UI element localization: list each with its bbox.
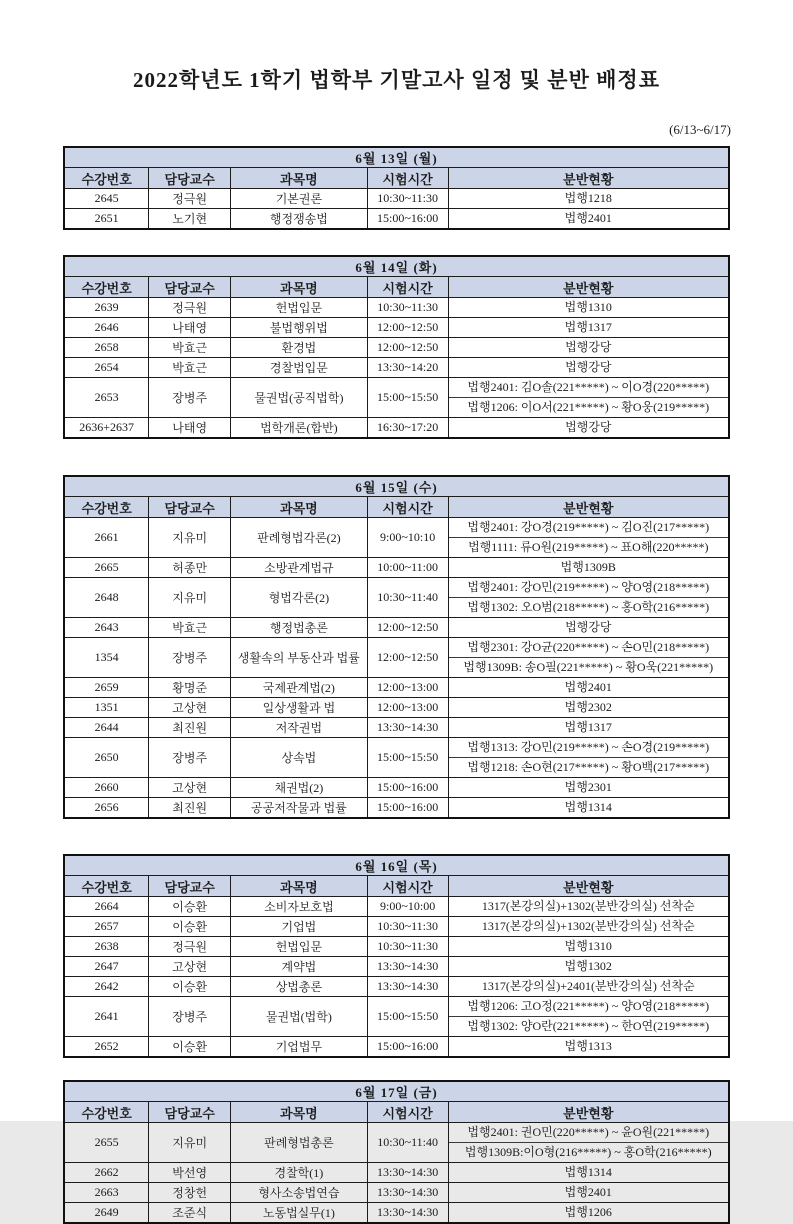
professor-cell: 박효근	[149, 618, 231, 638]
course-name-cell: 헌법입문	[231, 298, 368, 318]
assignment-line: 법행1317	[564, 720, 612, 734]
exam-time-cell: 13:30~14:30	[367, 1163, 448, 1183]
assignment-cell	[448, 1163, 729, 1183]
course-name-cell: 물권법(공직법학)	[231, 378, 368, 418]
assignment-cell	[448, 1203, 729, 1224]
assignment-line: 법행1313: 강O민(219*****) ~ 손O경(219*****)	[467, 740, 710, 754]
assignment-line: 법행강당	[565, 420, 612, 434]
assignment-line: 법행1206: 고O정(221*****) ~ 양O영(218*****)	[467, 999, 710, 1013]
course-id-cell: 2660	[64, 778, 149, 798]
exam-time-cell: 9:00~10:10	[367, 518, 448, 558]
course-name-cell: 상법총론	[231, 977, 368, 997]
assignment-line: 법행1218: 손O현(217*****) ~ 황O백(217*****)	[449, 757, 728, 777]
assignment-cell	[448, 997, 729, 1037]
course-name-cell: 소비자보호법	[231, 897, 368, 917]
table-row	[64, 318, 729, 338]
column-header: 과목명	[231, 497, 368, 518]
table-row	[64, 778, 729, 798]
course-name-cell: 기업법무	[231, 1037, 368, 1058]
course-name-cell: 저작권법	[231, 718, 368, 738]
column-header: 시험시간	[367, 497, 448, 518]
assignment-line: 법행강당	[565, 360, 612, 374]
course-name-cell: 물권법(법학)	[231, 997, 368, 1037]
course-name-cell: 행정법총론	[231, 618, 368, 638]
column-header: 수강번호	[64, 1102, 149, 1123]
professor-cell: 박선영	[149, 1163, 231, 1183]
course-id-cell: 2654	[64, 358, 149, 378]
course-id-cell: 2653	[64, 378, 149, 418]
exam-time-cell: 12:00~12:50	[367, 618, 448, 638]
column-header: 시험시간	[367, 277, 448, 298]
course-id-cell: 2661	[64, 518, 149, 558]
assignment-line: 법행1309B	[560, 560, 616, 574]
course-id-cell: 2649	[64, 1203, 149, 1224]
exam-time-cell: 13:30~14:30	[367, 1203, 448, 1224]
assignment-line: 법행1218	[564, 191, 612, 205]
table-row	[64, 1123, 729, 1163]
assignment-line: 법행2401: 권O민(220*****) ~ 윤O원(221*****)	[467, 1125, 710, 1139]
assignment-line: 법행1314	[564, 800, 612, 814]
assignment-cell	[448, 738, 729, 778]
day-title: 6월 13일 (월)	[64, 147, 729, 168]
assignment-cell	[448, 209, 729, 230]
table-row	[64, 718, 729, 738]
table-row	[64, 638, 729, 678]
course-id-cell: 2662	[64, 1163, 149, 1183]
course-name-cell: 국제관계법(2)	[231, 678, 368, 698]
schedule-table	[63, 1080, 730, 1224]
course-id-cell: 2641	[64, 997, 149, 1037]
assignment-line: 법행2302	[564, 700, 612, 714]
table-row	[64, 738, 729, 778]
assignment-line: 법행2401: 김O솔(221*****) ~ 이O경(220*****)	[467, 380, 710, 394]
column-header: 분반현황	[448, 1102, 729, 1123]
course-name-cell: 생활속의 부동산과 법률	[231, 638, 368, 678]
assignment-cell	[448, 1123, 729, 1163]
assignment-line: 법행2401	[564, 1185, 612, 1199]
exam-time-cell: 12:00~12:50	[367, 638, 448, 678]
assignment-cell	[448, 578, 729, 618]
assignment-line: 법행1302	[564, 959, 612, 973]
exam-time-cell: 12:00~13:00	[367, 678, 448, 698]
course-name-cell: 형사소송법연습	[231, 1183, 368, 1203]
table-row	[64, 937, 729, 957]
exam-schedule-tables	[0, 146, 793, 1224]
exam-time-cell: 10:30~11:40	[367, 1123, 448, 1163]
exam-time-cell: 15:00~16:00	[367, 778, 448, 798]
assignment-cell	[448, 937, 729, 957]
course-name-cell: 소방관계법규	[231, 558, 368, 578]
course-name-cell: 법학개론(합반)	[231, 418, 368, 439]
exam-time-cell: 15:00~15:50	[367, 378, 448, 418]
column-header: 과목명	[231, 1102, 368, 1123]
professor-cell: 장병주	[149, 378, 231, 418]
professor-cell: 고상현	[149, 778, 231, 798]
exam-time-cell: 10:30~11:40	[367, 578, 448, 618]
course-name-cell: 일상생활과 법	[231, 698, 368, 718]
course-id-cell: 2655	[64, 1123, 149, 1163]
table-row	[64, 1163, 729, 1183]
assignment-line: 법행2401	[564, 211, 612, 225]
exam-time-cell: 15:00~16:00	[367, 798, 448, 819]
assignment-line: 법행1309B: 송O필(221*****) ~ 황O욱(221*****)	[449, 657, 728, 677]
table-row	[64, 1183, 729, 1203]
professor-cell: 장병주	[149, 638, 231, 678]
exam-time-cell: 12:00~13:00	[367, 698, 448, 718]
exam-time-cell: 16:30~17:20	[367, 418, 448, 439]
column-header: 분반현황	[448, 277, 729, 298]
course-id-cell: 2645	[64, 189, 149, 209]
course-id-cell: 2643	[64, 618, 149, 638]
column-header: 분반현황	[448, 497, 729, 518]
exam-time-cell: 10:00~11:00	[367, 558, 448, 578]
course-name-cell: 헌법입문	[231, 937, 368, 957]
column-header: 담당교수	[149, 876, 231, 897]
table-row	[64, 209, 729, 230]
professor-cell: 노기현	[149, 209, 231, 230]
course-name-cell: 경찰법입문	[231, 358, 368, 378]
course-id-cell: 2646	[64, 318, 149, 338]
exam-time-cell: 15:00~15:50	[367, 997, 448, 1037]
professor-cell: 박효근	[149, 358, 231, 378]
course-id-cell: 2648	[64, 578, 149, 618]
exam-time-cell: 15:00~15:50	[367, 738, 448, 778]
course-id-cell: 2658	[64, 338, 149, 358]
table-row	[64, 1203, 729, 1224]
day-table-3	[63, 475, 793, 819]
table-row	[64, 558, 729, 578]
assignment-line: 법행1314	[564, 1165, 612, 1179]
professor-cell: 장병주	[149, 997, 231, 1037]
assignment-cell	[448, 718, 729, 738]
column-header: 시험시간	[367, 876, 448, 897]
course-name-cell: 노동법실무(1)	[231, 1203, 368, 1224]
day-title: 6월 15일 (수)	[64, 476, 729, 497]
assignment-line: 법행2401: 강O민(219*****) ~ 양O영(218*****)	[467, 580, 710, 594]
column-header: 과목명	[231, 876, 368, 897]
assignment-line: 법행1309B:이O형(216*****) ~ 홍O학(216*****)	[449, 1142, 728, 1162]
column-header: 담당교수	[149, 1102, 231, 1123]
assignment-line: 법행2301	[564, 780, 612, 794]
exam-time-cell: 10:30~11:30	[367, 937, 448, 957]
table-row	[64, 997, 729, 1037]
table-row	[64, 698, 729, 718]
exam-time-cell: 10:30~11:30	[367, 917, 448, 937]
course-name-cell: 형법각론(2)	[231, 578, 368, 618]
column-header: 담당교수	[149, 168, 231, 189]
exam-time-cell: 12:00~12:50	[367, 338, 448, 358]
exam-time-cell: 15:00~16:00	[367, 1037, 448, 1058]
course-name-cell: 판례형법총론	[231, 1123, 368, 1163]
table-row	[64, 378, 729, 418]
professor-cell: 나태영	[149, 418, 231, 439]
table-row	[64, 1037, 729, 1058]
course-id-cell: 2659	[64, 678, 149, 698]
professor-cell: 정극원	[149, 298, 231, 318]
assignment-line: 법행1317	[564, 320, 612, 334]
column-header: 담당교수	[149, 497, 231, 518]
professor-cell: 허종만	[149, 558, 231, 578]
assignment-cell	[448, 318, 729, 338]
professor-cell: 최진원	[149, 798, 231, 819]
column-header: 시험시간	[367, 168, 448, 189]
assignment-line: 법행1206: 이O서(221*****) ~ 황O웅(219*****)	[449, 397, 728, 417]
column-header: 수강번호	[64, 168, 149, 189]
day-title: 6월 14일 (화)	[64, 256, 729, 277]
course-id-cell: 2656	[64, 798, 149, 819]
assignment-line: 법행1111: 류O원(219*****) ~ 표O해(220*****)	[449, 537, 728, 557]
assignment-cell	[448, 378, 729, 418]
exam-time-cell: 12:00~12:50	[367, 318, 448, 338]
course-name-cell: 채권법(2)	[231, 778, 368, 798]
course-id-cell: 2639	[64, 298, 149, 318]
course-name-cell: 상속법	[231, 738, 368, 778]
assignment-cell	[448, 957, 729, 977]
course-name-cell: 환경법	[231, 338, 368, 358]
professor-cell: 장병주	[149, 738, 231, 778]
exam-time-cell: 15:00~16:00	[367, 209, 448, 230]
course-id-cell: 2647	[64, 957, 149, 977]
assignment-cell	[448, 338, 729, 358]
day-table-1	[63, 146, 793, 230]
column-header: 과목명	[231, 277, 368, 298]
assignment-cell	[448, 298, 729, 318]
assignment-line: 법행1310	[564, 939, 612, 953]
professor-cell: 지유미	[149, 578, 231, 618]
exam-time-cell: 13:30~14:30	[367, 718, 448, 738]
column-header: 분반현황	[448, 168, 729, 189]
course-id-cell: 2644	[64, 718, 149, 738]
assignment-cell	[448, 1037, 729, 1058]
professor-cell: 이승환	[149, 977, 231, 997]
professor-cell: 이승환	[149, 897, 231, 917]
column-header: 담당교수	[149, 277, 231, 298]
column-header: 수강번호	[64, 277, 149, 298]
course-name-cell: 경찰학(1)	[231, 1163, 368, 1183]
course-id-cell: 1354	[64, 638, 149, 678]
assignment-cell	[448, 778, 729, 798]
table-row	[64, 338, 729, 358]
exam-time-cell: 13:30~14:20	[367, 358, 448, 378]
assignment-line: 법행1302: 오O범(218*****) ~ 홍O학(216*****)	[449, 597, 728, 617]
professor-cell: 박효근	[149, 338, 231, 358]
professor-cell: 조준식	[149, 1203, 231, 1224]
table-row	[64, 418, 729, 439]
assignment-cell	[448, 518, 729, 558]
assignment-line: 법행1313	[564, 1039, 612, 1053]
assignment-line: 1317(본강의실)+2401(분반강의실) 선착순	[481, 979, 695, 993]
assignment-cell	[448, 897, 729, 917]
exam-time-cell: 13:30~14:30	[367, 957, 448, 977]
column-header: 시험시간	[367, 1102, 448, 1123]
assignment-cell	[448, 418, 729, 439]
assignment-cell	[448, 1183, 729, 1203]
exam-time-cell: 13:30~14:30	[367, 1183, 448, 1203]
professor-cell: 지유미	[149, 1123, 231, 1163]
table-row	[64, 678, 729, 698]
column-header: 수강번호	[64, 497, 149, 518]
table-row	[64, 189, 729, 209]
professor-cell: 정창헌	[149, 1183, 231, 1203]
table-row	[64, 977, 729, 997]
assignment-cell	[448, 618, 729, 638]
column-header: 분반현황	[448, 876, 729, 897]
table-row	[64, 798, 729, 819]
assignment-line: 법행1310	[564, 300, 612, 314]
course-id-cell: 2663	[64, 1183, 149, 1203]
course-id-cell: 2665	[64, 558, 149, 578]
assignment-cell	[448, 698, 729, 718]
assignment-cell	[448, 678, 729, 698]
table-row	[64, 957, 729, 977]
assignment-line: 1317(본강의실)+1302(분반강의실) 선착순	[481, 899, 695, 913]
professor-cell: 황명준	[149, 678, 231, 698]
course-id-cell: 2657	[64, 917, 149, 937]
table-row	[64, 358, 729, 378]
course-name-cell: 기업법	[231, 917, 368, 937]
course-id-cell: 2636+2637	[64, 418, 149, 439]
assignment-line: 법행강당	[565, 340, 612, 354]
assignment-cell	[448, 189, 729, 209]
assignment-cell	[448, 917, 729, 937]
schedule-table	[63, 475, 730, 819]
professor-cell: 고상현	[149, 698, 231, 718]
page-title: 2022학년도 1학기 법학부 기말고사 일정 및 분반 배정표	[133, 68, 660, 92]
table-row	[64, 917, 729, 937]
assignment-cell	[448, 798, 729, 819]
professor-cell: 정극원	[149, 937, 231, 957]
exam-time-cell: 10:30~11:30	[367, 189, 448, 209]
table-row	[64, 298, 729, 318]
assignment-cell	[448, 977, 729, 997]
professor-cell: 정극원	[149, 189, 231, 209]
assignment-line: 법행2401: 강O경(219*****) ~ 김O진(217*****)	[467, 520, 710, 534]
assignment-line: 법행1206	[564, 1205, 612, 1219]
professor-cell: 지유미	[149, 518, 231, 558]
schedule-table	[63, 146, 730, 230]
date-range: (6/13~6/17)	[669, 122, 731, 137]
exam-time-cell: 10:30~11:30	[367, 298, 448, 318]
professor-cell: 고상현	[149, 957, 231, 977]
table-row	[64, 897, 729, 917]
column-header: 수강번호	[64, 876, 149, 897]
course-id-cell: 2651	[64, 209, 149, 230]
professor-cell: 최진원	[149, 718, 231, 738]
assignment-line: 법행강당	[565, 620, 612, 634]
exam-time-cell: 9:00~10:00	[367, 897, 448, 917]
course-name-cell: 공공저작물과 법률	[231, 798, 368, 819]
course-id-cell: 2664	[64, 897, 149, 917]
course-name-cell: 기본권론	[231, 189, 368, 209]
day-table-2	[63, 255, 793, 439]
course-id-cell: 1351	[64, 698, 149, 718]
day-table-4	[63, 854, 793, 1058]
schedule-table	[63, 854, 730, 1058]
table-row	[64, 618, 729, 638]
day-title: 6월 16일 (목)	[64, 855, 729, 876]
assignment-cell	[448, 558, 729, 578]
table-row	[64, 578, 729, 618]
assignment-line: 법행2401	[564, 680, 612, 694]
assignment-line: 1317(본강의실)+1302(분반강의실) 선착순	[481, 919, 695, 933]
assignment-line: 법행1302: 양O란(221*****) ~ 한O연(219*****)	[449, 1016, 728, 1036]
course-name-cell: 행정쟁송법	[231, 209, 368, 230]
day-title: 6월 17일 (금)	[64, 1081, 729, 1102]
column-header: 과목명	[231, 168, 368, 189]
professor-cell: 이승환	[149, 1037, 231, 1058]
assignment-cell	[448, 358, 729, 378]
course-name-cell: 판례형법각론(2)	[231, 518, 368, 558]
exam-time-cell: 13:30~14:30	[367, 977, 448, 997]
course-name-cell: 불법행위법	[231, 318, 368, 338]
course-id-cell: 2638	[64, 937, 149, 957]
professor-cell: 나태영	[149, 318, 231, 338]
course-id-cell: 2642	[64, 977, 149, 997]
course-name-cell: 계약법	[231, 957, 368, 977]
professor-cell: 이승환	[149, 917, 231, 937]
table-row	[64, 518, 729, 558]
assignment-line: 법행2301: 강O균(220*****) ~ 손O민(218*****)	[467, 640, 710, 654]
course-id-cell: 2650	[64, 738, 149, 778]
day-table-5	[63, 1080, 793, 1224]
assignment-cell	[448, 638, 729, 678]
schedule-table	[63, 255, 730, 439]
course-id-cell: 2652	[64, 1037, 149, 1058]
